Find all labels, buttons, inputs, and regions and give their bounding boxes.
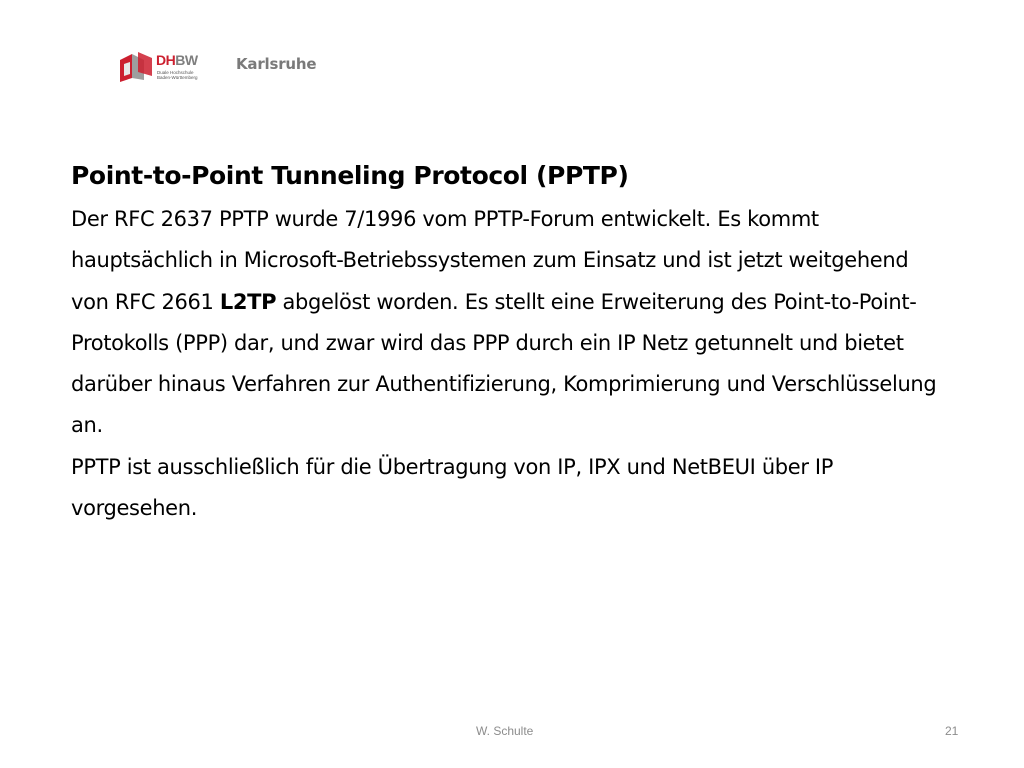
page-number: 21 [945,724,959,738]
paragraph-1-text-b: abgelöst worden. Es stellt eine Erweiterung des Point-to-Point-Protokolls (PPP) dar, und zwar wird das PPP durch ein IP Netz getunnelt und bietet darüber hinaus Verfahren zur Authentifizierung, Komprimierung und Verschlüsselung an. [71,289,937,438]
logo-wordmark [156,52,198,68]
l2tp-term: L2TP [219,289,277,314]
logo-wordmark-gray: BW [175,52,198,68]
footer-author: W. Schulte [476,724,534,738]
logo-subtitle-line2: Baden-Württemberg [157,75,198,80]
dhbw-logo [118,50,328,92]
slide-paragraph-2: PPTP ist ausschließlich für die Übertragung von IP, IPX und NetBEUI über IP vorgesehen. [71,454,834,521]
logo-city: Karlsruhe [236,55,317,73]
paragraph-1-text-a: Der RFC 2637 PPTP wurde 7/1996 vom PPTP-Forum entwickelt. Es kommt hauptsächlich in Microsoft-Betriebssystemen zum Einsatz und ist jetzt weitgehend von RFC 2661 [71,207,909,314]
logo-wordmark-red: DH [156,52,176,68]
logo-subtitle [157,70,217,80]
slide-paragraph-1 [71,199,951,447]
slide-body [71,153,951,529]
slide-title: Point-to-Point Tunneling Protocol (PPTP) [71,161,629,190]
logo-subtitle-line1: Duale Hochschule [157,70,194,75]
dhbw-logo-icon [118,50,154,86]
